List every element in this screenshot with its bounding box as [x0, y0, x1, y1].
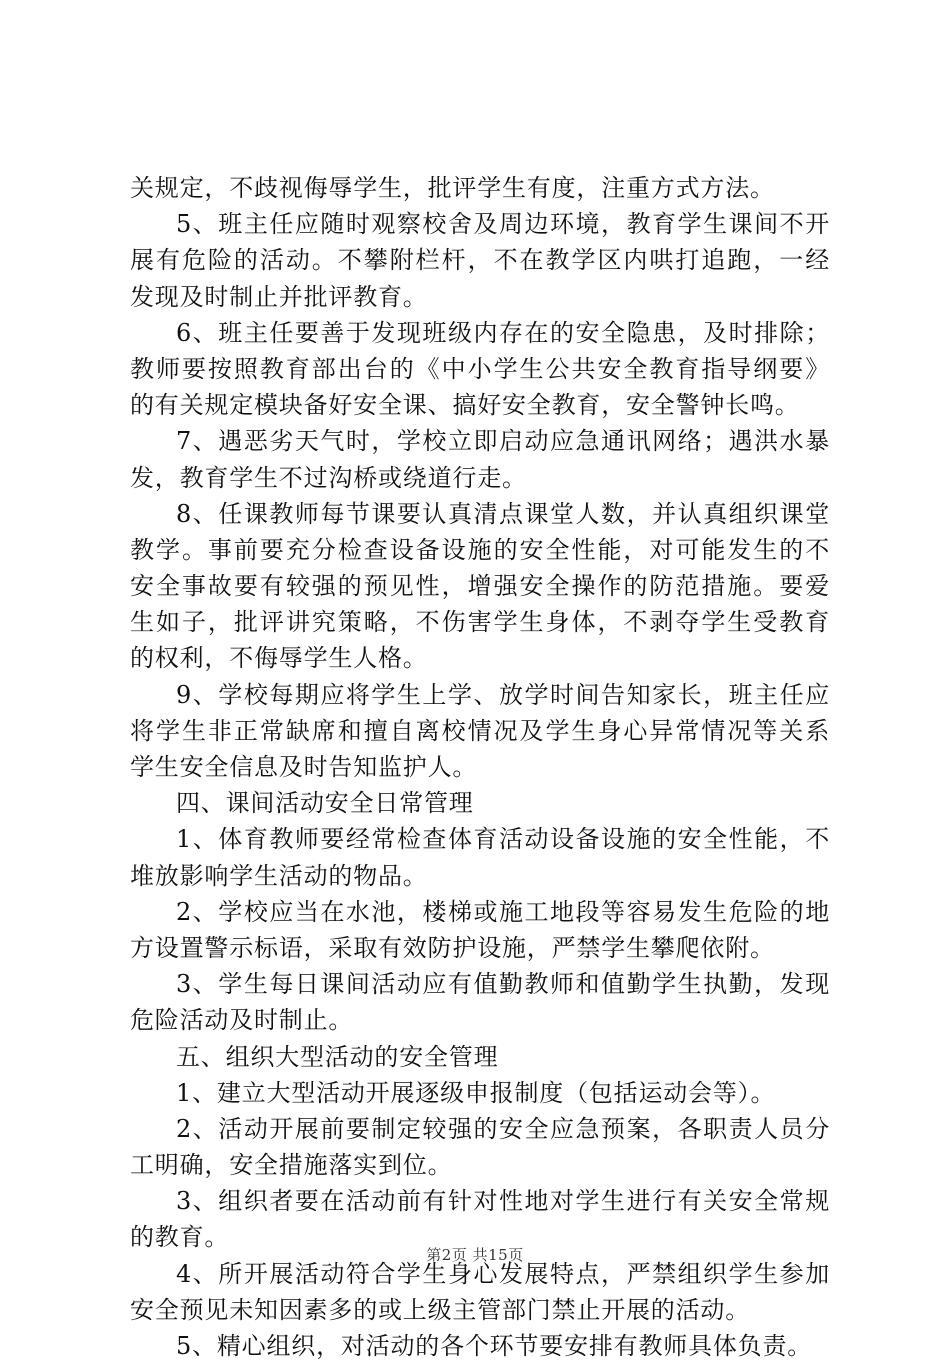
text-line: 关规定，不歧视侮辱学生，批评学生有度，注重方式方法。 [130, 174, 775, 202]
text-line: 五、组织大型活动的安全管理 [176, 1042, 499, 1071]
text-line: 9、学校每期应将学生上学、放学时间告知家长，班主任应 [176, 680, 830, 709]
text-line: 5、精心组织，对活动的各个环节要安排有教师具体负责。 [176, 1332, 813, 1360]
text-line: 将学生非正常缺席和擅自离校情况及学生身心异常情况等关系 [130, 716, 830, 745]
text-line: 教学。事前要充分检查设备设施的安全性能，对可能发生的不 [130, 535, 830, 564]
text-line: 安全预见未知因素多的或上级主管部门禁止开展的活动。 [130, 1295, 750, 1324]
document-body [130, 170, 830, 1364]
text-line: 3、学生每日课间活动应有值勤教师和值勤学生执勤，发现 [176, 970, 830, 999]
text-line: 堆放影响学生活动的物品。 [130, 861, 428, 890]
text-line: 安全事故要有较强的预见性，增强安全操作的防范措施。要爱 [130, 572, 830, 601]
text-line: 7、遇恶劣天气时，学校立即启动应急通讯网络；遇洪水暴 [176, 427, 830, 456]
text-line: 1、建立大型活动开展逐级申报制度（包括运动会等）。 [176, 1078, 776, 1107]
text-line: 生如子，批评讲究策略，不伤害学生身体，不剥夺学生受教育 [130, 608, 830, 637]
text-line: 2、活动开展前要制定较强的安全应急预案，各职责人员分 [176, 1114, 830, 1143]
text-line: 5、班主任应随时观察校舍及周边环境，教育学生课间不开 [176, 210, 830, 239]
text-line: 发，教育学生不过沟桥或绕道行走。 [130, 463, 527, 492]
text-line: 2、学校应当在水池，楼梯或施工地段等容易发生危险的地 [176, 897, 830, 926]
text-line: 学生安全信息及时告知监护人。 [130, 753, 478, 781]
text-line: 方设置警示标语，采取有效防护设施，严禁学生攀爬依附。 [130, 933, 775, 962]
text-line: 工明确，安全措施落实到位。 [130, 1151, 453, 1180]
text-line: 发现及时制止并批评教育。 [130, 282, 428, 311]
page-number-footer: 第2页 共15页 [426, 1246, 524, 1264]
text-line: 3、组织者要在活动前有针对性地对学生进行有关安全常规 [176, 1187, 830, 1216]
text-line: 8、任课教师每节课要认真清点课堂人数，并认真组织课堂 [176, 499, 830, 528]
text-line: 四、课间活动安全日常管理 [176, 789, 474, 818]
text-line: 的有关规定模块备好安全课、搞好安全教育，安全警钟长鸣。 [130, 391, 800, 420]
text-line: 的教育。 [130, 1223, 230, 1252]
text-line: 1、体育教师要经常检查体育活动设备设施的安全性能，不 [176, 825, 830, 854]
text-line: 危险活动及时制止。 [130, 1006, 354, 1035]
text-line: 教师要按照教育部出台的《中小学生公共安全教育指导纲要》 [130, 354, 830, 383]
text-line: 的权利，不侮辱学生人格。 [130, 644, 428, 673]
text-line: 4、所开展活动符合学生身心发展特点，严禁组织学生参加 [176, 1259, 830, 1288]
text-line: 6、班主任要善于发现班级内存在的安全隐患，及时排除； [176, 318, 830, 347]
text-line: 展有危险的活动。不攀附栏杆，不在教学区内哄打追跑，一经 [130, 246, 830, 275]
